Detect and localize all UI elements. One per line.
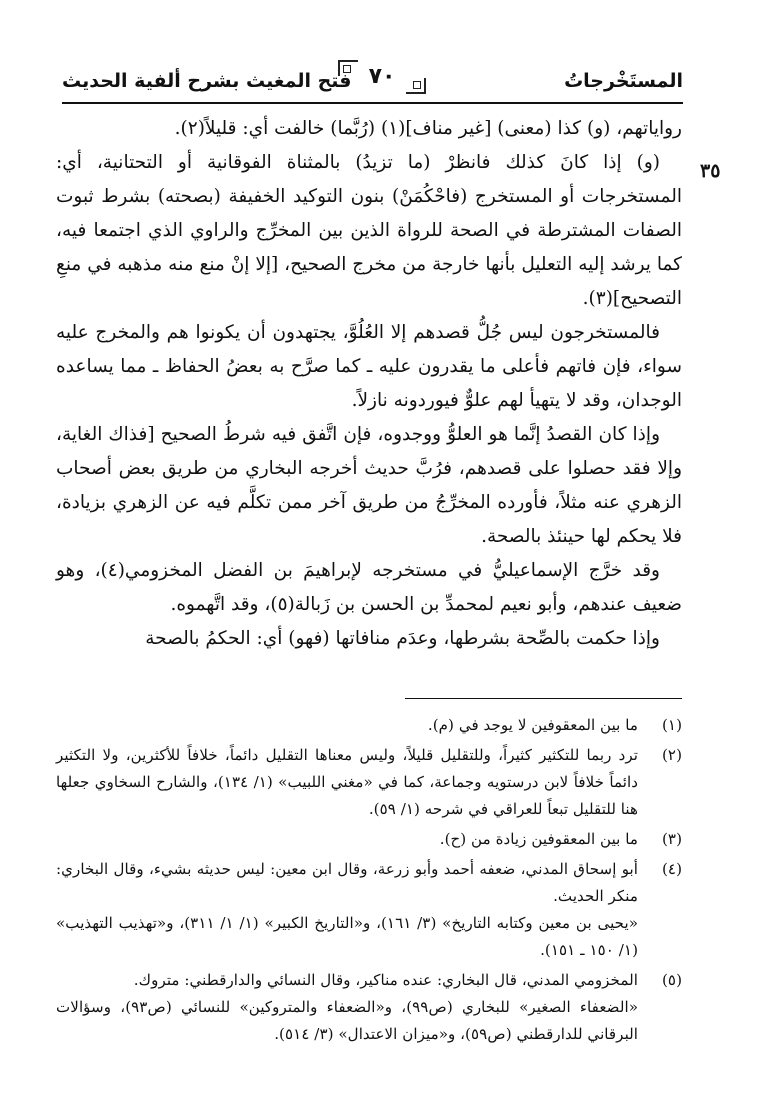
footnote bbox=[56, 742, 682, 823]
footnote-text: ما بين المعقوفين زيادة من (ح). bbox=[439, 830, 638, 848]
footnote-text: «يحيى بن معين وكتابه التاريخ» (٣/ ١٦١)، و«التاريخ الكبير» (١/ ١/ ٣١١)، و«تهذيب التهذيب» (١/ ١٥٠ ـ ١٥١). bbox=[56, 914, 639, 959]
ornament-icon bbox=[406, 78, 426, 94]
footnote-number: (٢) bbox=[661, 746, 682, 764]
book-title: فتح المغيث بشرح ألفية الحديث bbox=[62, 70, 352, 92]
footnote bbox=[56, 856, 682, 964]
footnote-text: ترد ربما للتكثير كثيراً، وللتقليل قليلاً، وليس معناها التقليل دائماً، خلافاً للأكثرين، ولا التكثير دائماً خلافاً لابن درستويه وجماعة، كما في «مغني اللبيب» (١/ ١٣٤)، والشارح السخاوي جعلها هنا للتقليل تبعاً للعراقي في شرحه (١/ ٥٩). bbox=[56, 746, 638, 818]
footnote bbox=[56, 967, 682, 1048]
paragraph: (و) إذا كانَ كذلك فانظرْ (ما تزيدُ) بالمثناة الفوقانية أو التحتانية، أي: المستخرجات أو المستخرج (فاحْكُمَنْ) بنون التوكيد الخفيفة (بصحته) بشرط ثبوت الصفات المشترطة في الصحة للرواة الذين بين المخرِّج والراوي الذي اجتمعا فيه، كما يرشد إليه التعليل بأنها خارجة من مخرج الصحيح، [إلا إنْ منع منه مذهبه في منعِ التصحيح](٣). bbox=[56, 152, 682, 309]
footnote bbox=[56, 826, 682, 853]
footnote-text: المخزومي المدني، قال البخاري: عنده مناكير، وقال النسائي والدارقطني: متروك. bbox=[133, 971, 638, 989]
margin-number: ٣٥ bbox=[700, 160, 721, 182]
paragraph: وإذا كان القصدُ إنَّما هو العلوُّ ووجدوه، فإن اتَّفق فيه شرطُ الصحيح [فذاك الغاية، وإلا فقد حصلوا على قصدهم، فرُبَّ حديث أخرجه البخاري من طريق بعض أصحاب الزهري عنه مثلاً، فأورده المخرِّجُ من طريق آخر ممن تكلَّم فيه عن الزهري بزيادة، فلا يحكم لها حينئذ بالصحة. bbox=[56, 424, 682, 547]
paragraph: وقد خرَّج الإسماعيليُّ في مستخرجه لإبراهيمَ بن الفضل المخزومي(٤)، وهو ضعيف عندهم، وأبو نعيم لمحمدِّ بن الحسن بن زَبالة(٥)، وقد اتَّهموه. bbox=[56, 560, 682, 615]
footnote-text: «الضعفاء الصغير» للبخاري (ص٩٩)، و«الضعفاء والمتروكين» للنسائي (ص٩٣)، وسؤالات البرقاني للدارقطني (ص٥٩)، و«ميزان الاعتدال» (٣/ ٥١٤). bbox=[56, 998, 638, 1043]
footnote bbox=[56, 712, 682, 739]
footnote-text: ما بين المعقوفين لا يوجد في (م). bbox=[427, 716, 638, 734]
paragraph: فالمستخرجون ليس جُلُّ قصدهم إلا العُلُوَّ، يجتهدون أن يكونوا هم والمخرج عليه سواء، فإن فاتهم فأعلى ما يقدرون عليه ـ كما صرَّح به بعضُ الحفاظ ـ مما يساعده الوجدان، وقد لا يتهيأ لهم علوٌّ فيوردونه نازلاً. bbox=[56, 322, 682, 411]
main-text bbox=[56, 112, 682, 656]
footnote-separator bbox=[405, 698, 682, 699]
paragraph: رواياتهم، (و) كذا (معنى) [غير مناف](١) (رُبَّما) خالفت أي: قليلاً(٢). bbox=[174, 118, 682, 139]
footnote-number: (١) bbox=[661, 716, 682, 734]
footnote-number: (٤) bbox=[661, 860, 682, 878]
page-number-text: ٧٠ bbox=[368, 64, 396, 89]
header-rule bbox=[62, 102, 683, 104]
chapter-title: المستَخْرجاتُ bbox=[564, 70, 683, 92]
footnote-text: أبو إسحاق المدني، ضعفه أحمد وأبو زرعة، وقال ابن معين: ليس حديثه بشيء، وقال البخاري: منكر الحديث. bbox=[56, 860, 638, 905]
footnote-number: (٥) bbox=[661, 971, 682, 989]
paragraph: وإذا حكمت بالصِّحة بشرطها، وعدَم منافاتها (فهو) أي: الحكمُ بالصحة bbox=[145, 628, 660, 649]
footnote-number: (٣) bbox=[661, 830, 682, 848]
footnotes bbox=[56, 712, 682, 1051]
page-header bbox=[62, 58, 683, 104]
